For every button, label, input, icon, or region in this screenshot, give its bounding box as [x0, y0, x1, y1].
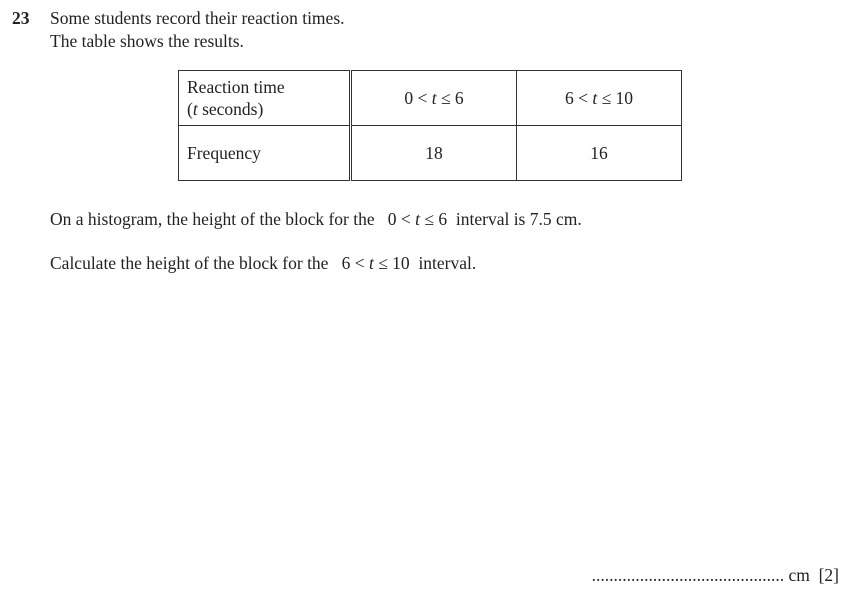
interval-2-high: ≤ 10 [601, 87, 634, 108]
question-intro-line-2: The table shows the results. [50, 31, 244, 51]
para2-text-after: interval. [418, 253, 477, 273]
para2-text-before: Calculate the height of the block for the [50, 253, 329, 273]
frequency-cell-1: 18 [351, 126, 517, 181]
para1-interval-low: 0 < [387, 209, 411, 229]
paragraph-histogram-info [50, 209, 582, 230]
para2-interval-low: 6 < [341, 253, 365, 273]
answer-blank[interactable]: ............................................ [591, 565, 785, 585]
interval-1-variable: t [431, 87, 437, 108]
interval-cell-2 [517, 71, 682, 126]
table-header-cell [179, 71, 351, 126]
interval-1-low: 0 < [404, 87, 428, 108]
answer-unit: cm [788, 565, 810, 585]
interval-1-high: ≤ 6 [440, 87, 464, 108]
paragraph-calculate-instruction [50, 253, 476, 274]
interval-2-variable: t [592, 87, 598, 108]
para1-text-after: interval is 7.5 cm. [455, 209, 582, 229]
header-label-variable: t [192, 99, 198, 119]
answer-line [592, 565, 839, 586]
header-label-line-1: Reaction time [187, 77, 285, 97]
para1-interval-high: ≤ 6 [424, 209, 448, 229]
interval-cell-1 [351, 71, 517, 126]
question-number: 23 [12, 8, 30, 28]
para2-interval-high: ≤ 10 [378, 253, 410, 273]
table-row-header [179, 71, 682, 126]
marks-label: [2] [818, 565, 839, 585]
para1-interval-variable: t [415, 209, 421, 229]
table-row-frequency [179, 126, 682, 181]
header-label-open-paren: ( [187, 99, 193, 119]
para2-interval-variable: t [368, 253, 374, 273]
frequency-label-cell: Frequency [179, 126, 351, 181]
interval-2-low: 6 < [564, 87, 588, 108]
frequency-cell-2: 16 [517, 126, 682, 181]
header-label-line-2: seconds) [197, 99, 264, 119]
results-table [178, 70, 682, 181]
question-intro-line-1: Some students record their reaction times. [50, 8, 345, 28]
para1-text-before: On a histogram, the height of the block for the [50, 209, 375, 229]
